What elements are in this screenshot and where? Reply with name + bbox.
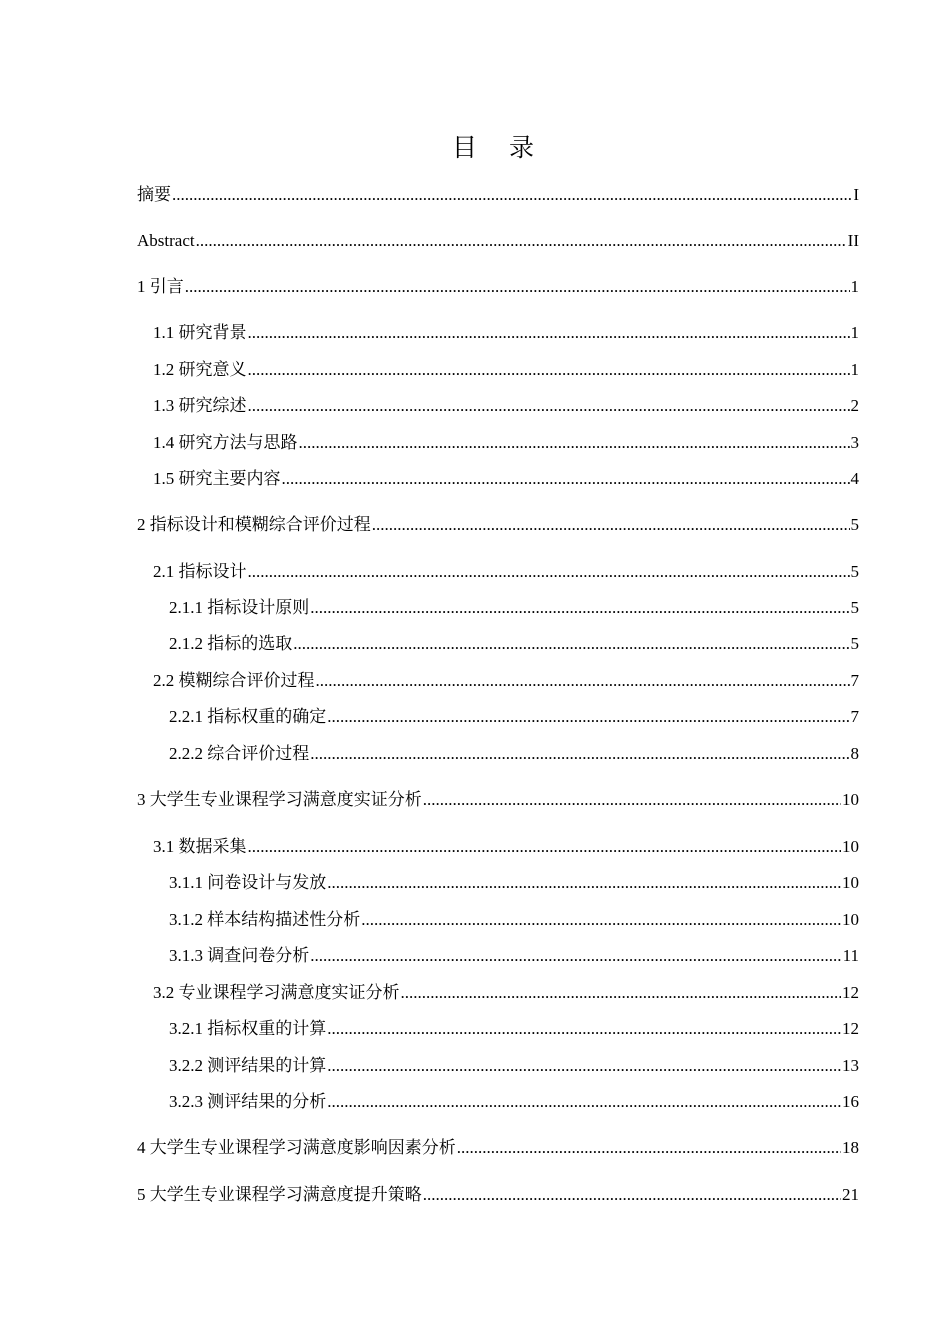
- toc-dot-leader: [310, 944, 841, 968]
- toc-entry-label: 摘要: [137, 185, 171, 204]
- toc-entry-page-number: 2: [850, 396, 859, 415]
- toc-entry-page-number: 1: [850, 360, 859, 379]
- toc-entry-page-number: 5: [850, 634, 859, 653]
- toc-dot-leader: [401, 981, 842, 1005]
- toc-entry[interactable]: [137, 786, 859, 812]
- toc-entry-label: 5 大学生专业课程学习满意度提升策略: [137, 1185, 422, 1204]
- toc-entry-page-number: 10: [842, 873, 859, 892]
- toc-entry[interactable]: [153, 319, 859, 345]
- toc-dot-leader: [372, 513, 850, 537]
- toc-entry-label: 3.2.2 测评结果的计算: [169, 1056, 327, 1075]
- toc-entry-page-number: 1: [850, 277, 859, 296]
- toc-entry-label: 3.1 数据采集: [153, 837, 247, 856]
- toc-dot-leader: [310, 742, 849, 766]
- toc-dot-leader: [248, 560, 850, 584]
- toc-dot-leader: [310, 596, 849, 620]
- toc-entry-page-number: 8: [850, 744, 859, 763]
- toc-entry-label: 1.5 研究主要内容: [153, 469, 281, 488]
- toc-dot-leader: [327, 705, 849, 729]
- toc-dot-leader: [248, 358, 850, 382]
- toc-entry[interactable]: [137, 511, 859, 537]
- toc-dot-leader: [248, 394, 850, 418]
- toc-entry-page-number: 5: [850, 515, 859, 534]
- toc-title: 目 录: [452, 133, 546, 162]
- toc-entry[interactable]: [169, 869, 859, 895]
- toc-entry[interactable]: [153, 392, 859, 418]
- toc-entry-label: 4 大学生专业课程学习满意度影响因素分析: [137, 1138, 456, 1157]
- toc-entry-page-number: 12: [842, 1019, 859, 1038]
- toc-entry[interactable]: [137, 273, 859, 299]
- toc-dot-leader: [361, 908, 841, 932]
- toc-entry-label: 2.1.2 指标的选取: [169, 634, 293, 653]
- toc-entry[interactable]: [153, 465, 859, 491]
- toc-entry[interactable]: [153, 667, 859, 693]
- toc-entry[interactable]: [137, 227, 859, 253]
- toc-entry[interactable]: [169, 1015, 859, 1041]
- toc-entry-label: 3.1.3 调查问卷分析: [169, 946, 310, 965]
- toc-entry-label: 1.4 研究方法与思路: [153, 433, 298, 452]
- toc-dot-leader: [457, 1136, 841, 1160]
- toc-entry-label: 3 大学生专业课程学习满意度实证分析: [137, 790, 422, 809]
- toc-entry-page-number: 3: [850, 433, 859, 452]
- toc-entry[interactable]: [137, 1181, 859, 1207]
- toc-entry-label: 1.1 研究背景: [153, 323, 247, 342]
- toc-entry-page-number: 5: [850, 562, 859, 581]
- toc-dot-leader: [185, 275, 850, 299]
- toc-entry-page-number: 21: [842, 1185, 859, 1204]
- toc-entry-label: 2.2 模糊综合评价过程: [153, 671, 315, 690]
- toc-dot-leader: [327, 1017, 841, 1041]
- toc-entry-label: 1 引言: [137, 277, 184, 296]
- toc-entry-label: 2.1 指标设计: [153, 562, 247, 581]
- toc-entry-label: Abstract: [137, 231, 195, 250]
- toc-entry-page-number: 10: [842, 910, 859, 929]
- toc-entry-page-number: 12: [842, 983, 859, 1002]
- toc-dot-leader: [172, 183, 852, 207]
- toc-entry-label: 2.2.2 综合评价过程: [169, 744, 310, 763]
- toc-entry[interactable]: [169, 703, 859, 729]
- toc-entry-page-number: 1: [850, 323, 859, 342]
- toc-dot-leader: [327, 1090, 841, 1114]
- toc-entry-label: 2 指标设计和模糊综合评价过程: [137, 515, 371, 534]
- toc-dot-leader: [196, 229, 847, 253]
- toc-entry[interactable]: [153, 833, 859, 859]
- toc-entry-page-number: 16: [842, 1092, 859, 1111]
- toc-dot-leader: [327, 1054, 841, 1078]
- toc-entry-page-number: 11: [842, 946, 859, 965]
- toc-entry[interactable]: [153, 429, 859, 455]
- toc-entry-page-number: 10: [842, 837, 859, 856]
- toc-entry-page-number: I: [853, 185, 859, 204]
- toc-entry-page-number: II: [847, 231, 859, 250]
- toc-dot-leader: [282, 467, 850, 491]
- toc-entry[interactable]: [153, 979, 859, 1005]
- toc-entry[interactable]: [169, 594, 859, 620]
- toc-entry[interactable]: [169, 630, 859, 656]
- toc-entry-label: 2.1.1 指标设计原则: [169, 598, 310, 617]
- toc-entry[interactable]: [137, 1134, 859, 1160]
- toc-dot-leader: [327, 871, 841, 895]
- toc-entry[interactable]: [169, 1088, 859, 1114]
- toc-entry-page-number: 7: [850, 671, 859, 690]
- toc-dot-leader: [299, 431, 850, 455]
- toc-entry-page-number: 18: [842, 1138, 859, 1157]
- toc-entry-page-number: 5: [850, 598, 859, 617]
- toc-dot-leader: [248, 835, 842, 859]
- toc-entry-label: 3.1.2 样本结构描述性分析: [169, 910, 361, 929]
- toc-entry-label: 3.2.3 测评结果的分析: [169, 1092, 327, 1111]
- toc-dot-leader: [316, 669, 850, 693]
- toc-entry[interactable]: [153, 356, 859, 382]
- toc-entry-label: 3.2 专业课程学习满意度实证分析: [153, 983, 400, 1002]
- toc-entry[interactable]: [153, 558, 859, 584]
- toc-dot-leader: [293, 632, 849, 656]
- toc-entry-page-number: 13: [842, 1056, 859, 1075]
- toc-entry-page-number: 7: [850, 707, 859, 726]
- toc-entry-label: 3.1.1 问卷设计与发放: [169, 873, 327, 892]
- toc-entry-label: 2.2.1 指标权重的确定: [169, 707, 327, 726]
- toc-dot-leader: [423, 1183, 841, 1207]
- toc-entry[interactable]: [169, 740, 859, 766]
- toc-entry[interactable]: [137, 181, 859, 207]
- toc-entry-label: 3.2.1 指标权重的计算: [169, 1019, 327, 1038]
- toc-dot-leader: [248, 321, 850, 345]
- toc-entry-label: 1.2 研究意义: [153, 360, 247, 379]
- toc-entry-label: 1.3 研究综述: [153, 396, 247, 415]
- toc-entry-page-number: 4: [850, 469, 859, 488]
- toc-dot-leader: [423, 788, 841, 812]
- toc-entry[interactable]: [169, 1052, 859, 1078]
- toc-entry[interactable]: [169, 906, 859, 932]
- toc-entry-page-number: 10: [842, 790, 859, 809]
- toc-entry[interactable]: [169, 942, 859, 968]
